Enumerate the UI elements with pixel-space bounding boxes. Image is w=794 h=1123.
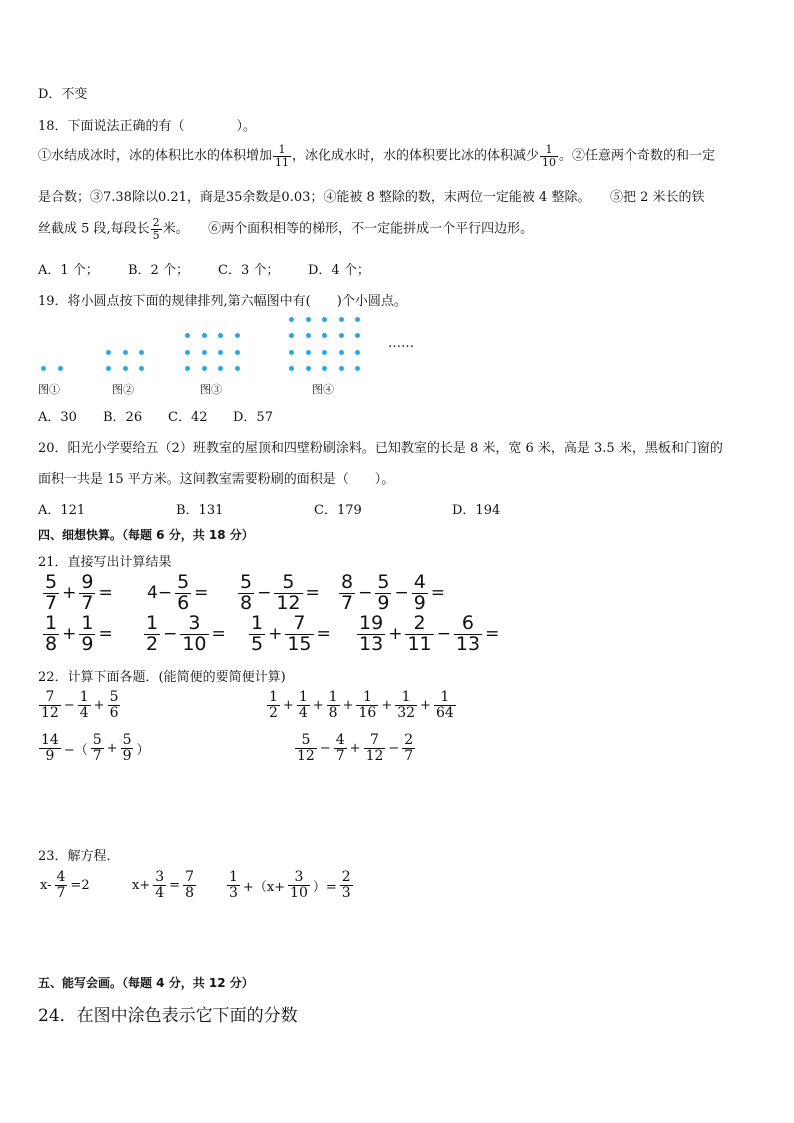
dot [106,350,111,355]
q18-stem: 18．下面说法正确的有（ ）。 [38,119,257,134]
dot [139,366,144,371]
q18-option-c: C．3 个； [218,263,280,278]
dot [322,350,327,355]
fraction: $\frac{1}{10}$ [542,143,557,169]
q23-equation-3: $\frac{1}{3}$ +（x+ $\frac{3}{10}$ ）= $\frac{2}{3}$ [229,869,351,901]
dot [235,366,240,371]
q18-line-1: ①水结成冰时，冰的体积比水的体积增加 $\frac{1}{11}$ ，冰化成水时，水的体积要比冰的体积减少 $\frac{1}{10}$ 。②任意两个奇数的和一定 [38,143,716,169]
dot [339,366,344,371]
dot [202,366,207,371]
q21-item-3: $\frac{5}{8}$ − $\frac{5}{12}$ = [240,571,320,614]
q18-line-2: 是合数；③7.38除以0.21，商是35余数是0.03；④能被 8 整除的数，末两位一定能被 4 整除。 ⑤把 2 米长的铁 [38,190,705,205]
q22-expr-1: $\frac{7}{12}$ − $\frac{1}{4}$ + $\frac{5}{6}$ [41,689,119,721]
q19-stem: 19．将小圆点按下面的规律排列,第六幅图中有( )个小圆点。 [38,294,407,309]
q20-option-d: D．194 [452,503,501,518]
dot [235,333,240,338]
q20-line-1: 20．阳光小学要给五（2）班教室的屋顶和四壁粉刷涂料。已知教室的长是 8 米，宽 6 米，高是 3.5 米，黑板和门窗的 [38,441,723,456]
q21-stem: 21．直接写出计算结果 [38,555,172,570]
dot [58,366,63,371]
q21-item-2: 4− $\frac{5}{6}$ = [147,571,209,614]
dot [355,317,360,322]
q19-option-c: C．42 [168,410,208,425]
fraction: $\frac{1}{11}$ [275,143,290,169]
q23-stem: 23．解方程． [38,849,120,864]
q17-option-d: D．不变 [38,87,88,102]
q21-item-8: $\frac{19}{13}$ + $\frac{2}{11}$ − $\frac{6}{13}$ = [359,612,500,655]
q18-line-3: 丝截成 5 段,每段长 $\frac{2}{5}$ 米。 ⑥两个面积相等的梯形，不一定能拼成一个平行四边形。 [38,216,534,242]
ellipsis: …… [388,336,414,351]
q18-option-b: B．2 个； [128,263,189,278]
q22-expr-4: $\frac{5}{12}$ − $\frac{4}{7}$ + $\frac{7}{12}$ − $\frac{2}{7}$ [297,732,414,764]
dot [322,333,327,338]
dot [306,366,311,371]
dot [185,350,190,355]
figure-label-2: 图② [112,383,134,396]
dot [339,333,344,338]
dot [355,333,360,338]
fraction: $\frac{2}{5}$ [152,216,160,242]
dot [106,366,111,371]
q20-option-c: C．179 [314,503,362,518]
dot [289,333,294,338]
dot [355,366,360,371]
q19-option-a: A．30 [38,410,77,425]
q20-option-b: B．131 [176,503,224,518]
q18-option-a: A．1 个； [38,263,99,278]
q21-item-4: $\frac{8}{7}$ − $\frac{5}{9}$ − $\frac{4}{9}$ = [341,571,446,614]
dot [289,350,294,355]
q19-option-d: D．57 [233,410,273,425]
q21-item-5: $\frac{1}{8}$ + $\frac{1}{9}$ = [45,612,113,655]
q24-stem: 24．在图中涂色表示它下面的分数 [38,1006,298,1026]
figure-label-3: 图③ [200,383,222,396]
q21-item-6: $\frac{1}{2}$ − $\frac{3}{10}$ = [146,612,226,655]
section-4-heading: 四、细想快算。（每题 6 分，共 18 分） [38,528,254,542]
dot [322,317,327,322]
q22-expr-2: $\frac{1}{2}$ + $\frac{1}{4}$ + $\frac{1}{8}$ + $\frac{1}{16}$ + $\frac{1}{32}$ + $\frac{1}{64}$ [269,689,454,721]
q21-item-1: $\frac{5}{7}$ + $\frac{9}{7}$ = [45,571,113,614]
dot [123,366,128,371]
q18-option-d: D．4 个； [308,263,370,278]
dot [306,333,311,338]
figure-label-4: 图④ [312,383,334,396]
dot [235,350,240,355]
dot [123,350,128,355]
dot [306,317,311,322]
q20-option-a: A．121 [38,503,86,518]
dot [322,366,327,371]
dot [306,350,311,355]
dot [218,333,223,338]
dot [185,333,190,338]
q23-equation-2: x+ $\frac{3}{4}$ = $\frac{7}{8}$ [132,869,194,901]
q22-expr-3: $\frac{14}{9}$ −（ $\frac{5}{7}$ + $\frac{5}{9}$ ） [41,732,150,764]
dot [185,366,190,371]
dot [289,317,294,322]
section-5-heading: 五、能写会画。（每题 4 分，共 12 分） [38,976,254,990]
q22-stem: 22．计算下面各题．(能简便的要简便计算) [38,670,286,685]
dot [339,317,344,322]
dot [218,350,223,355]
dot [339,350,344,355]
q20-line-2: 面积一共是 15 平方米。这间教室需要粉刷的面积是（ ）。 [38,472,395,487]
q21-item-7: $\frac{1}{5}$ + $\frac{7}{15}$ = [251,612,331,655]
dot [139,350,144,355]
dot [202,350,207,355]
q19-option-b: B．26 [103,410,143,425]
dot [41,366,46,371]
q23-equation-1: x- $\frac{4}{7}$ =2 [40,869,90,901]
figure-label-1: 图① [38,383,60,396]
dot [355,350,360,355]
dot [218,366,223,371]
dot [289,366,294,371]
dot [202,333,207,338]
